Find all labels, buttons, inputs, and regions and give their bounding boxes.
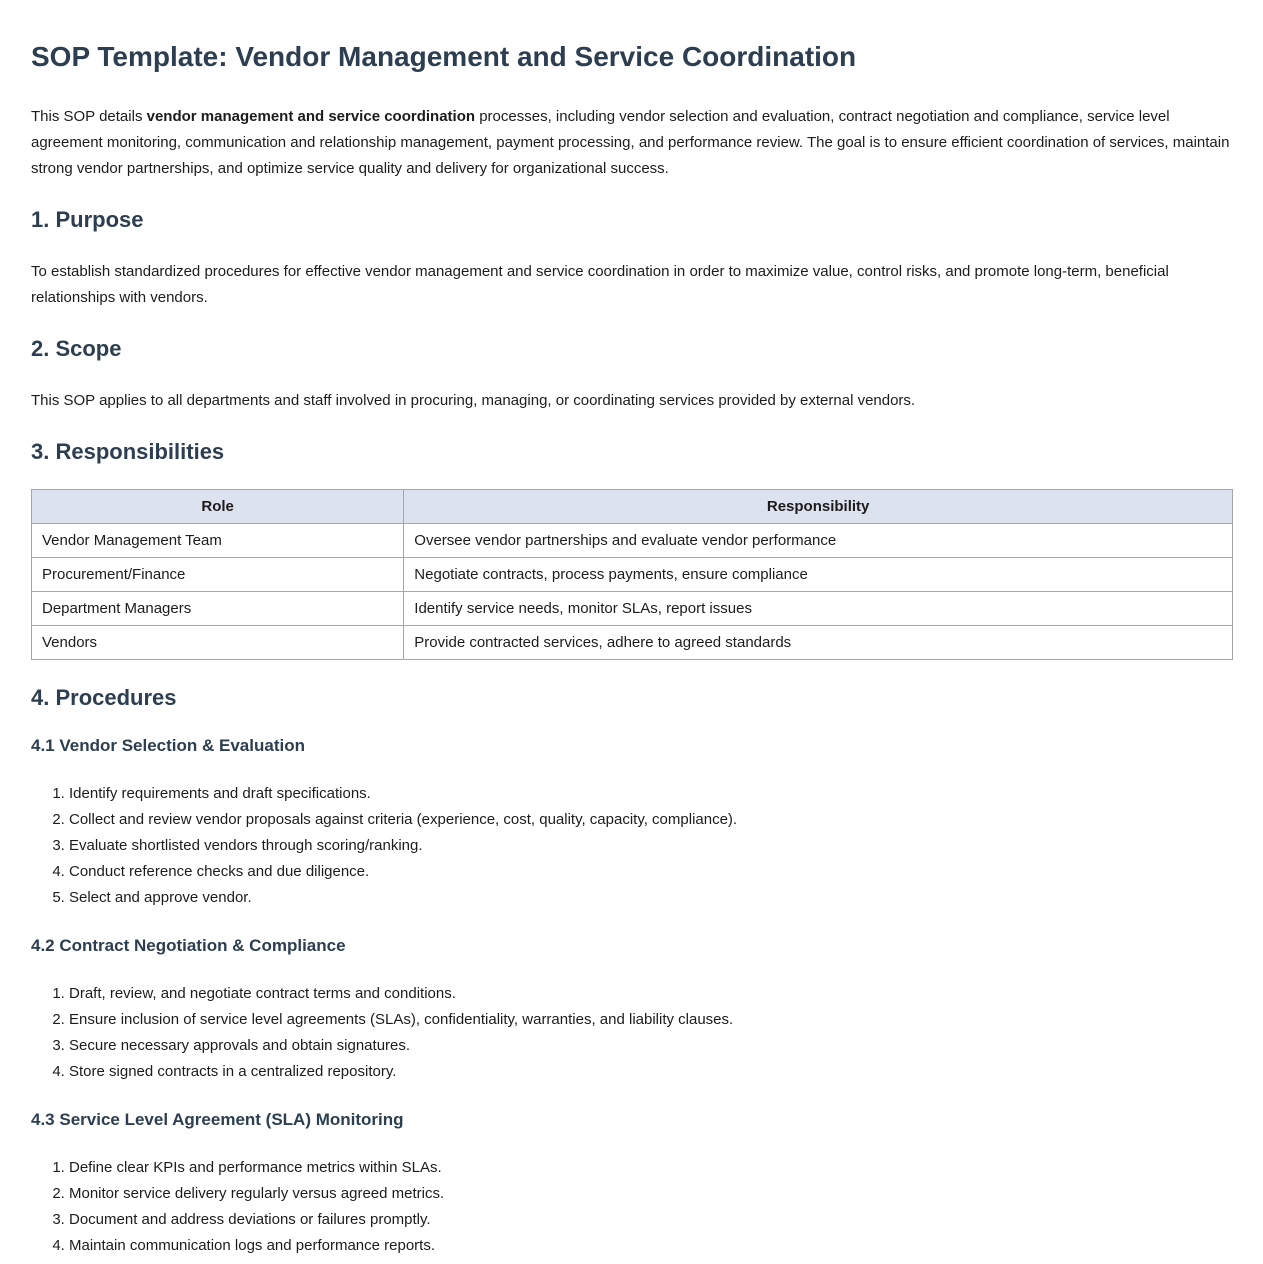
table-row	[32, 524, 1233, 558]
intro-text-post: processes, including vendor selection and evaluation, contract negotiation and compliance, service level agreement monitoring, communication and relationship management, payment processing, and performance review. The goal is to ensure efficient coordination of services, maintain strong vendor partnerships, and optimize service quality and delivery for organizational success.	[31, 108, 1230, 177]
list-item: 4. Conduct reference checks and due diligence.	[69, 859, 1233, 885]
table-cell-responsibility: Negotiate contracts, process payments, ensure compliance	[404, 558, 1233, 592]
list-item: 5. Select and approve vendor.	[69, 885, 1233, 911]
purpose-body-text: To establish standardized procedures for effective vendor management and service coordination in order to maximize value, control risks, and promote long-term, beneficial relationships with vendors.	[31, 263, 1169, 306]
list-item: 1. Define clear KPIs and performance metrics within SLAs.	[69, 1155, 1233, 1181]
section-heading-scope: 2. Scope	[31, 336, 122, 361]
intro-text-pre: This SOP details	[31, 108, 147, 125]
table-cell-role: Vendor Management Team	[32, 524, 404, 558]
table-row	[32, 592, 1233, 626]
procedure-list-sla-monitoring	[31, 1155, 1233, 1259]
table-cell-responsibility: Provide contracted services, adhere to agreed standards	[404, 626, 1233, 660]
table-cell-responsibility: Identify service needs, monitor SLAs, report issues	[404, 592, 1233, 626]
procedure-list-vendor-selection	[31, 781, 1233, 911]
scope-body-text: This SOP applies to all departments and staff involved in procuring, managing, or coordinating services provided by external vendors.	[31, 392, 916, 409]
intro-text-bold: vendor management and service coordination	[146, 108, 476, 125]
responsibilities-table	[31, 489, 1233, 660]
table-header-row	[32, 490, 1233, 524]
table-cell-role: Procurement/Finance	[32, 558, 404, 592]
table-cell-role: Vendors	[32, 626, 404, 660]
list-item: 4. Store signed contracts in a centralized repository.	[69, 1059, 1233, 1085]
subsection-heading-sla-monitoring: 4.3 Service Level Agreement (SLA) Monitoring	[31, 1110, 404, 1129]
intro-paragraph	[31, 104, 1233, 182]
table-header-role: Role	[32, 490, 404, 524]
list-item: 2. Ensure inclusion of service level agreements (SLAs), confidentiality, warranties, and liability clauses.	[69, 1007, 1233, 1033]
table-row	[32, 626, 1233, 660]
section-heading-purpose: 1. Purpose	[31, 207, 144, 232]
list-item: 1. Draft, review, and negotiate contract terms and conditions.	[69, 981, 1233, 1007]
procedure-list-contract-negotiation	[31, 981, 1233, 1085]
subsection-heading-contract-negotiation: 4.2 Contract Negotiation & Compliance	[31, 936, 346, 955]
section-heading-responsibilities: 3. Responsibilities	[31, 439, 225, 464]
table-row	[32, 558, 1233, 592]
page-title: SOP Template: Vendor Management and Service Coordination	[31, 41, 857, 72]
section-heading-procedures: 4. Procedures	[31, 685, 177, 710]
table-cell-responsibility: Oversee vendor partnerships and evaluate vendor performance	[404, 524, 1233, 558]
list-item: 1. Identify requirements and draft specifications.	[69, 781, 1233, 807]
list-item: 3. Evaluate shortlisted vendors through scoring/ranking.	[69, 833, 1233, 859]
list-item: 2. Collect and review vendor proposals against criteria (experience, cost, quality, capacity, compliance).	[69, 807, 1233, 833]
list-item: 4. Maintain communication logs and performance reports.	[69, 1233, 1233, 1259]
table-cell-role: Department Managers	[32, 592, 404, 626]
table-header-responsibility: Responsibility	[404, 490, 1233, 524]
subsection-heading-vendor-selection: 4.1 Vendor Selection & Evaluation	[31, 736, 305, 755]
list-item: 3. Document and address deviations or failures promptly.	[69, 1207, 1233, 1233]
list-item: 3. Secure necessary approvals and obtain signatures.	[69, 1033, 1233, 1059]
list-item: 2. Monitor service delivery regularly versus agreed metrics.	[69, 1181, 1233, 1207]
